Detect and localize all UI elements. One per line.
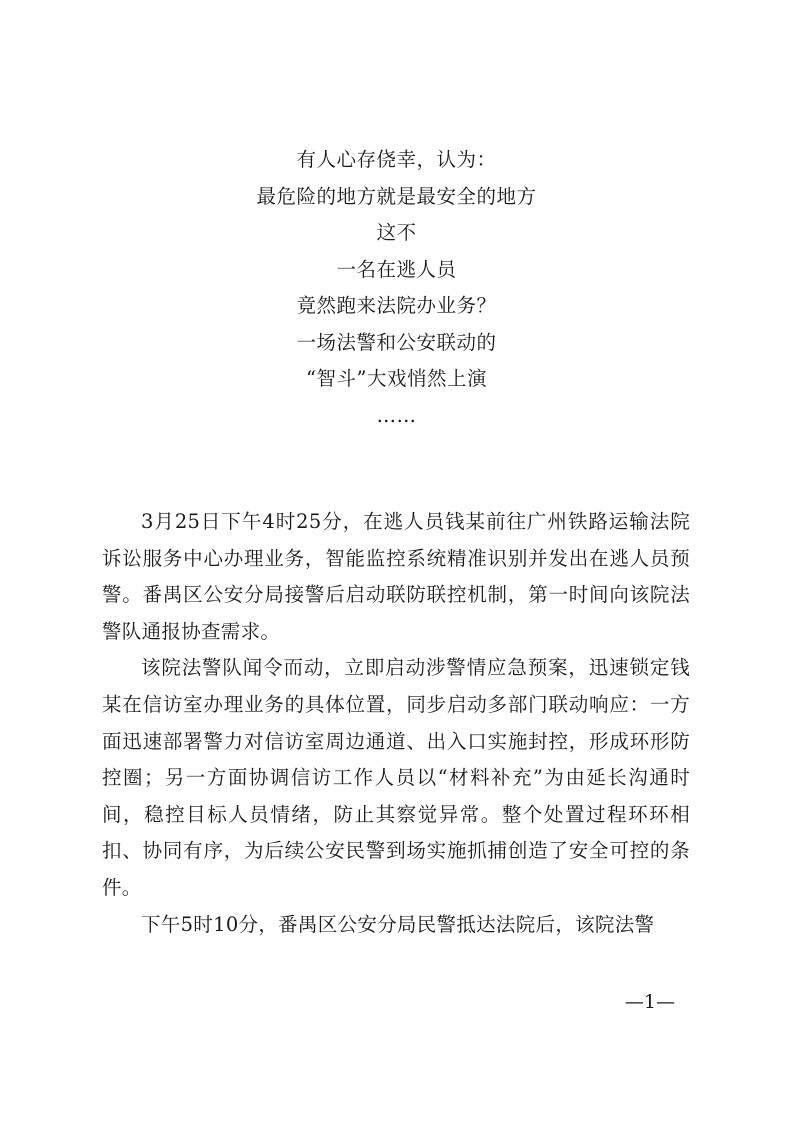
paragraph: 下午5时10分，番禺区公安分局民警抵达法院后，该院法警 (141, 912, 655, 936)
intro-line: 有人心存侥幸，认为： (296, 148, 497, 171)
intro-line: 一场法警和公安联动的 (296, 330, 497, 354)
page-number: —1— (624, 991, 675, 1013)
intro-line: 竟然跑来法院办业务？ (296, 294, 497, 317)
paragraph: 3月25日下午4时25分，在逃人员钱某前往广州铁路运输法院诉讼服务中心办理业务，智能监控系统精准识别并发出在逃人员预警。番禺区公安分局接警后启动联防联控机制，第一时间向该院法警队通报协查需求。 (102, 510, 690, 643)
intro-line: “智斗”大戏悄然上演 (306, 367, 487, 390)
intro-line: 最危险的地方就是最安全的地方 (256, 184, 537, 208)
paragraph: 该院法警队闻令而动，立即启动涉警情应急预案，迅速锁定钱某在信访室办理业务的具体位置，同步启动多部门联动响应：一方面迅速部署警力对信访室周边通道、出入口实施封控，形成环形防控圈；另一方面协调信访工作人员以“材料补充”为由延长沟通时间，稳控目标人员情绪，防止其察觉异常。整个处置过程环环相扣、协同有序，为后续公安民警到场实施抓捕创造了安全可控的条件。 (102, 656, 690, 899)
intro-line: …… (376, 403, 417, 427)
intro-line: 这不 (376, 221, 417, 244)
intro-verse (100, 142, 693, 434)
intro-line: 一名在逃人员 (336, 257, 457, 281)
article-body (102, 504, 690, 943)
